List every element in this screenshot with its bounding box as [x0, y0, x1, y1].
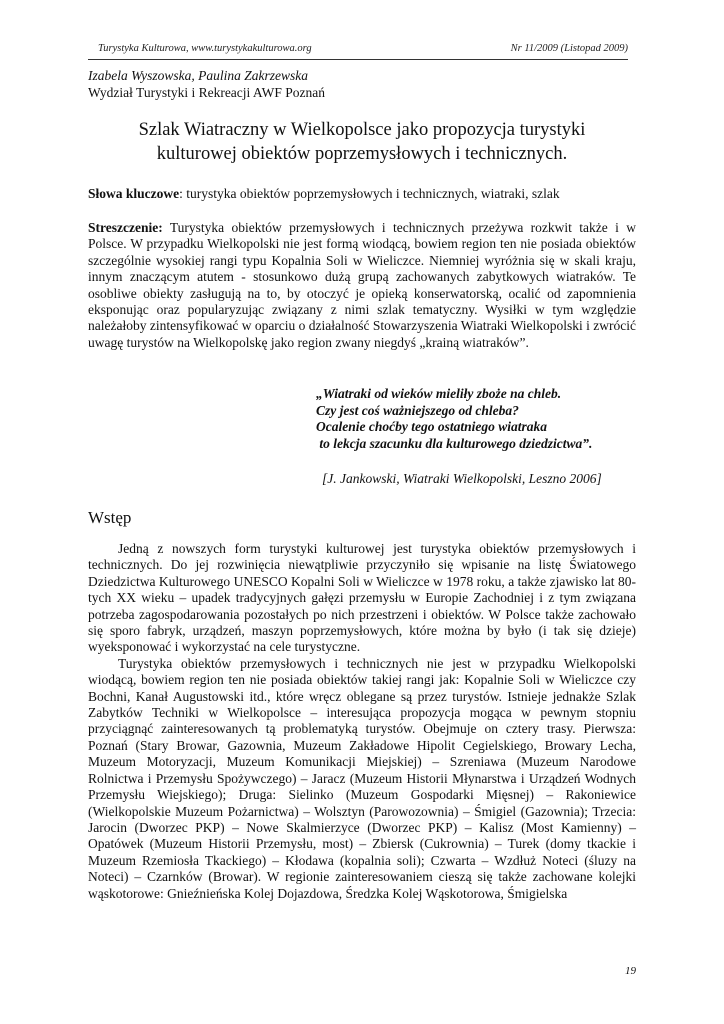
motto-line: Czy jest coś ważniejszego od chleba?: [316, 402, 519, 418]
keywords-text: : turystyka obiektów poprzemysłowych i technicznych, wiatraki, szlak: [179, 186, 560, 201]
running-header: [88, 43, 628, 59]
motto-citation: [J. Jankowski, Wiatraki Wielkopolski, Leszno 2006]: [322, 471, 602, 486]
keywords: [88, 186, 636, 202]
title-line: Szlak Wiatraczny w Wielkopolsce jako propozycja turystyki: [138, 120, 586, 140]
authors: Izabela Wyszowska, Paulina Zakrzewska: [88, 68, 308, 83]
affiliation: Wydział Turystyki i Rekreacji AWF Poznań: [88, 85, 325, 100]
journal-name: Turystyka Kulturowa, www.turystykakulturowa.org: [98, 43, 312, 54]
motto-line: „Wiatraki od wieków mieliły zboże na chleb.: [316, 386, 562, 401]
paper-title: [88, 118, 636, 166]
abstract-text: Turystyka obiektów przemysłowych i technicznych przeżywa rozkwit także i w Polsce. W przypadku Wielkopolski nie jest formą wiodącą, bowiem region ten nie posiada obiektów szczególnie wysokiej rangi typu Kopalnia Soli w Wieliczce. Niemniej wyróżnia się w skali kraju, innym znaczącym atutem - stosunkowo dużą grupą zachowanych zabytkowych wiatraków. Te osobliwe obiekty zasługują na to, by otoczyć je opieką konserwatorską, ocalić od zapomnienia eksponując oraz popularyzując związany z nimi szlak tematyczny. Wysiłki w tym względzie należałoby zintensyfikować w oparciu o działalność Stowarzyszenia Wiatraki Wielkopolski i zwrócić uwagę turystów na Wielkopolskę jako region zwany niegdyś „krainą wiatraków”.: [88, 220, 636, 350]
abstract-label: Streszczenie:: [88, 220, 163, 235]
issue-info: Nr 11/2009 (Listopad 2009): [510, 43, 628, 54]
motto-quote: [316, 386, 592, 452]
page-number: 19: [625, 965, 636, 977]
paragraph: Turystyka obiektów przemysłowych i technicznych nie jest w przypadku Wielkopolski wiodącą, bowiem region ten nie posiada obiektów takiej rangi jak: Kopalnie Soli w Wieliczce czy Bochni, Kanał Augustowski itd., które wręcz oblegane są przez turystów. Istnieje jednakże Szlak Zabytków Techniki w Wielkopolsce – interesująca propozycja mogąca w pewnym stopniu przyciągnąć zainteresowanych tą problematyką turystów. Obejmuje on cztery trasy. Pierwsza: Poznań (Stary Browar, Gazownia, Muzeum Zakładowe Hipolit Cegielskiego, Browary Lecha, Muzeum Motoryzacji, Muzeum Komunikacji Miejskiej) – Szreniawa (Muzeum Narodowe Rolnictwa i Przemysłu Spożywczego) – Jaracz (Muzeum Historii Młynarstwa i Urządzeń Wodnych Przemysłu Wiejskiego); Druga: Sielinko (Muzeum Gospodarki Mięsnej) – Rakoniewice (Wielkopolskie Muzeum Pożarnictwa) – Wolsztyn (Parowozownia) – Śmigiel (Gazownia); Trzecia: Jarocin (Dworzec PKP) – Nowe Skalmierzyce (Dworzec PKP) – Kalisz (Most Kamienny) – Opatówek (Muzeum Historii Przemysłu, most) – Zbiersk (Cukrownia) – Turek (domy tkackie i Muzeum Rzemiosła Tkackiego) – Kłodawa (kopalnia soli); Czwarta – Wzdłuż Noteci (śluzy na Noteci) – Czarnków (Browar). W regionie zainteresowaniem cieszą się także zachowane kolejki wąskotorowe: Gnieźnieńska Kolej Dojazdowa, Średzka Kolej Wąskotorowa, Śmigielska: [88, 655, 636, 901]
paragraph: Jedną z nowszych form turystyki kulturowej jest turystyka obiektów przemysłowych i technicznych. Do jej rozwinięcia niewątpliwie przyczyniło się wpisanie na listę Światowego Dziedzictwa Kulturowego UNESCO Kopalni Soli w Wieliczce w 1978 roku, a także zjawisko lat 80-tych XX wieku – upadek tradycyjnych gałęzi przemysłu w Europie Zachodniej i z tym związana potrzeba zagospodarowania pozostałych po nich przestrzeni i obiektów. W Polsce także zachowało się sporo fabryk, urządzeń, maszyn poprzemysłowych, które można by było (i tak się dzieje) wyeksponować i wykorzystać na cele turystyczne.: [88, 541, 636, 655]
body-text: [88, 541, 636, 902]
keywords-label: Słowa kluczowe: [88, 186, 180, 201]
section-heading: Wstęp: [88, 508, 132, 527]
abstract: [88, 220, 636, 351]
motto-line: to lekcja szacunku dla kulturowego dziedzictwa”.: [316, 435, 593, 451]
title-line: kulturowej obiektów poprzemysłowych i technicznych.: [156, 144, 568, 164]
motto-line: Ocalenie choćby tego ostatniego wiatraka: [316, 419, 547, 434]
header-rule: [88, 59, 628, 60]
